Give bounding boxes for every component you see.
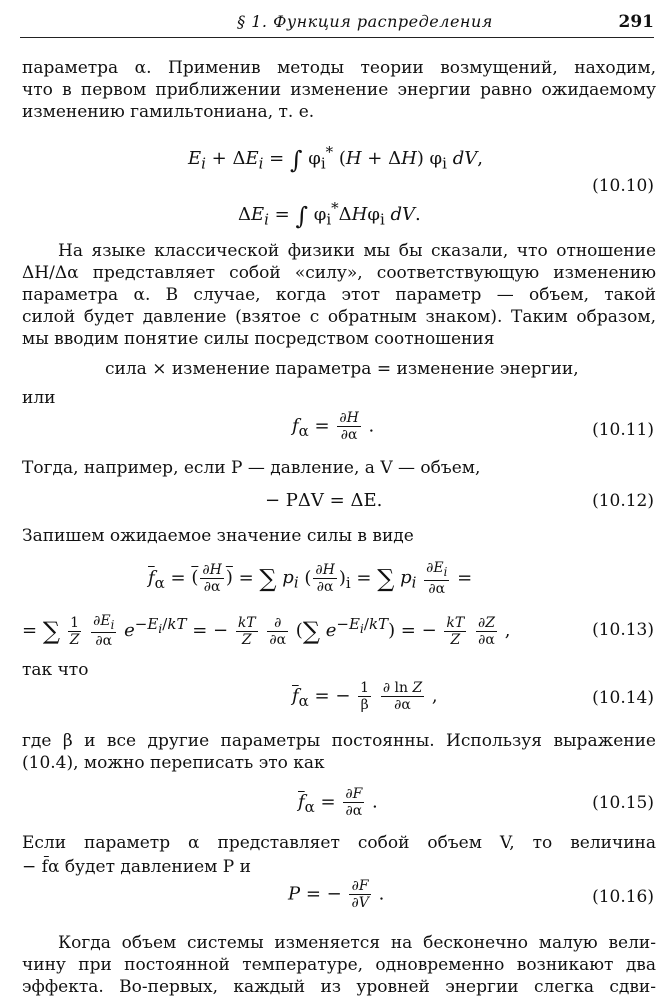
text-line: или [22,388,56,408]
text-line: (10.4), можно переписать это как [22,753,325,773]
text-line: Когда объем системы изменяется на бесконечно малую вели- [58,933,656,953]
equation-number: (10.11) [592,420,654,440]
text-line: Запишем ожидаемое значение силы в виде [22,526,414,546]
force-relation: сила × изменение параметра = изменение энергии, [105,359,579,379]
equation-10-16: P = − $\frac{\partial F}{\partial V}$ . [288,878,385,911]
text-line: мы вводим понятие силы посредством соотношения [22,329,495,349]
equation-10-12: − PΔV = ΔE. [265,490,383,511]
text-line: параметра α. Применив методы теории возмущений, находим, [22,58,656,78]
running-header-title: § 1. Функция распределения [237,12,493,31]
text-line: силой будет давление (взятое с обратным знаком). Таким образом, [22,307,656,327]
text-line: так что [22,660,89,680]
text-line: параметра α. В случае, когда этот параметр — объем, такой [22,285,656,305]
equation-number: (10.16) [592,887,654,907]
equation-10-10a: $E_i + \Delta E_i$ = ∫ $\varphi_i^*$ (H + ΔH) $\varphi_i$ dV, [188,143,483,174]
equation-10-13a: $\overline{f}_\alpha$ = ( $\frac{\partial H}{\partial\alpha}$ ) = ∑ $p_i$ ( $\frac{\partial H}{\partial\alpha}$ )$_i$ = ∑ $p_i$ $\frac{\partial E_i}{\partial\alpha}$ = [148,560,473,597]
text-line: ΔH/Δα представляет собой «силу», соответствующую изменению [22,263,656,283]
text-line: изменению гамильтониана, т. е. [22,102,315,122]
equation-number: (10.10) [592,176,654,196]
equation-10-10b: $\Delta E_i$ = ∫ $\varphi_i^*\Delta H\varphi_i$ dV. [238,199,421,230]
text-line: чину при постоянной температуре, одновременно возникают два [22,955,656,975]
text-line: На языке классической физики мы бы сказали, что отношение [58,241,656,261]
equation-10-11: $f_\alpha$ = $\frac{\partial H}{\partial\alpha}$ . [292,410,375,443]
equation-10-14: $\overline{f}_\alpha$ = − $\frac{1}{\beta}$ $\frac{\text{∂ ln Z}}{\partial\alpha}$ , [292,680,438,713]
equation-number: (10.12) [592,491,654,511]
text-line: эффекта. Во-первых, каждый из уровней энергии слегка сдви- [22,977,656,997]
equation-10-13b: = ∑ $\frac{1}{Z}$ $\frac{\partial E_i}{\partial\alpha}$ $e^{-E_i/kT}$ = − $\frac{kT}{Z}$ $\frac{\partial}{\partial\alpha}$ (∑ $e^{-E_i/kT}$) = − $\frac{kT}{Z}$ $\frac{\partial Z}{\partial\alpha}$ , [22,612,511,650]
text-line: Тогда, например, если P — давление, а V — объем, [22,458,481,478]
page-number: 291 [618,12,654,32]
text-line: − f̄α будет давлением P и [22,857,251,877]
text-line: Если параметр α представляет собой объем V, то величина [22,833,656,853]
equation-number: (10.15) [592,793,654,813]
header-rule [20,37,654,38]
text-line: что в первом приближении изменение энергии равно ожидаемому [22,80,656,100]
equation-number: (10.13) [592,620,654,640]
text-line: где β и все другие параметры постоянны. Используя выражение [22,731,656,751]
equation-number: (10.14) [592,688,654,708]
equation-10-15: $\overline{f}_\alpha$ = $\frac{\partial F}{\partial\alpha}$ . [298,786,378,819]
